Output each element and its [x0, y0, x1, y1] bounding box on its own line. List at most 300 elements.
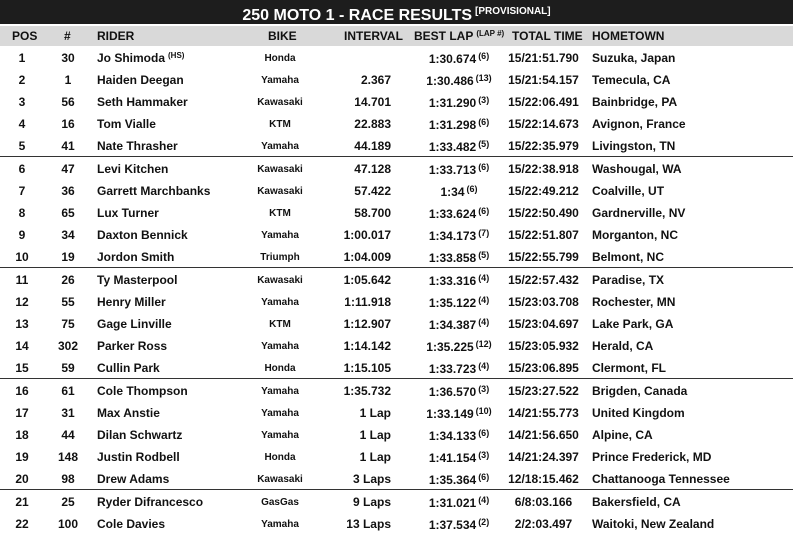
table-row	[0, 490, 793, 512]
best-lap-cell	[412, 95, 506, 110]
rider-name-cell	[97, 139, 178, 153]
hometown-cell	[592, 361, 666, 375]
best-lap-cell	[412, 361, 506, 376]
bike-brand-cell-text: KTM	[269, 208, 291, 219]
best-lap-cell-text: 1:34.133	[428, 429, 477, 443]
bike-number-cell-text: 65	[61, 206, 75, 220]
rider-name-cell-text: Max Anstie	[97, 406, 160, 420]
bike-number-cell-text: 55	[61, 295, 75, 309]
header-pos: POS	[12, 29, 38, 43]
interval-cell-text: 22.883	[354, 117, 391, 131]
interval-cell-text: 9 Laps	[352, 495, 391, 509]
bike-brand-cell-text: GasGas	[261, 497, 299, 508]
bike-number-cell	[45, 406, 91, 420]
total-time-cell-text: 15/22:14.673	[508, 117, 579, 131]
bike-brand-cell	[240, 186, 320, 197]
position-cell	[0, 428, 44, 442]
total-time-cell	[508, 162, 579, 176]
interval-cell-text: 1:14.142	[343, 339, 391, 353]
bike-brand-cell	[240, 519, 320, 530]
best-lap-number: (10)	[475, 406, 492, 416]
best-lap-number: (4)	[478, 495, 490, 505]
hometown-cell-text: Bakersfield, CA	[592, 495, 681, 509]
bike-number-cell	[45, 51, 91, 65]
hometown-cell	[592, 450, 711, 464]
header-lap-number: (LAP #)	[476, 29, 505, 38]
interval-cell	[336, 361, 391, 375]
bike-number-cell-text: 16	[61, 117, 75, 131]
table-row	[0, 201, 793, 223]
bike-number-cell-text: 36	[61, 184, 75, 198]
position-cell-text: 6	[18, 162, 26, 176]
position-cell	[0, 206, 44, 220]
best-lap-cell	[412, 228, 506, 243]
interval-cell-text: 1 Lap	[359, 428, 391, 442]
interval-cell-text: 1 Lap	[359, 450, 391, 464]
header-bike: BIKE	[268, 29, 297, 43]
interval-cell-text: 14.701	[354, 95, 391, 109]
best-lap-cell	[412, 406, 506, 421]
rider-note: (HS)	[168, 51, 185, 60]
table-row	[0, 401, 793, 423]
total-time-cell-text: 15/22:51.807	[508, 228, 579, 242]
best-lap-cell	[412, 339, 506, 354]
bike-number-cell	[45, 339, 91, 353]
bike-number-cell-text: 34	[61, 228, 75, 242]
interval-cell-text: 58.700	[354, 206, 391, 220]
hometown-cell	[592, 273, 664, 287]
position-cell-text: 11	[15, 273, 29, 287]
interval-cell-text: 3 Laps	[352, 472, 391, 486]
total-time-cell	[508, 139, 579, 153]
interval-cell	[336, 139, 391, 153]
total-time-cell	[508, 384, 579, 398]
rider-name-cell	[97, 317, 172, 331]
rider-name-cell	[97, 384, 188, 398]
bike-brand-cell-text: Yamaha	[261, 297, 299, 308]
interval-cell-text: 1:12.907	[343, 317, 391, 331]
best-lap-cell-text: 1:33.723	[428, 362, 477, 376]
position-cell-text: 4	[18, 117, 26, 131]
best-lap-cell	[412, 162, 506, 177]
interval-cell-text: 47.128	[354, 162, 391, 176]
best-lap-cell	[412, 206, 506, 221]
bike-number-cell	[45, 162, 91, 176]
hometown-cell-text: Alpine, CA	[592, 428, 653, 442]
interval-cell	[336, 450, 391, 464]
bike-number-cell-text: 25	[61, 495, 75, 509]
bike-number-cell-text: 56	[61, 95, 75, 109]
total-time-cell	[508, 206, 579, 220]
bike-number-cell-text: 100	[57, 517, 79, 531]
position-cell	[0, 51, 44, 65]
bike-number-cell	[45, 228, 91, 242]
total-time-cell-text: 15/22:55.799	[508, 250, 579, 264]
bike-number-cell-text: 98	[61, 472, 75, 486]
hometown-cell	[592, 384, 687, 398]
bike-brand-cell-text: Honda	[264, 53, 296, 64]
best-lap-cell	[412, 295, 506, 310]
results-title-bar	[0, 0, 793, 24]
interval-cell	[336, 472, 391, 486]
position-cell	[0, 472, 44, 486]
best-lap-number: (4)	[478, 273, 490, 283]
bike-brand-cell-text: KTM	[269, 319, 291, 330]
rider-name-cell	[97, 295, 166, 309]
total-time-cell-text: 6/8:03.166	[514, 495, 573, 509]
best-lap-number: (5)	[478, 250, 490, 260]
position-cell-text: 16	[15, 384, 29, 398]
bike-number-cell-text: 30	[61, 51, 75, 65]
table-row	[0, 90, 793, 112]
header-hometown: HOMETOWN	[592, 29, 665, 43]
bike-number-cell-text: 47	[61, 162, 75, 176]
hometown-cell-text: Belmont, NC	[592, 250, 664, 264]
best-lap-cell-text: 1:33.624	[428, 207, 477, 221]
bike-brand-cell-text: Triumph	[260, 252, 300, 263]
rider-name-cell	[97, 361, 160, 375]
position-cell-text: 22	[15, 517, 29, 531]
position-cell	[0, 228, 44, 242]
hometown-cell	[592, 162, 682, 176]
interval-cell	[336, 117, 391, 131]
best-lap-cell	[412, 317, 506, 332]
position-cell	[0, 317, 44, 331]
bike-brand-cell-text: Kawasaki	[257, 164, 303, 175]
hometown-cell	[592, 428, 653, 442]
table-row	[0, 68, 793, 90]
rider-name-cell-text: Jordon Smith	[97, 250, 175, 264]
bike-brand-cell	[240, 452, 320, 463]
bike-number-cell-text: 59	[61, 361, 75, 375]
best-lap-cell-text: 1:34	[440, 185, 465, 199]
bike-number-cell	[45, 139, 91, 153]
rider-name-cell-text: Cole Thompson	[97, 384, 188, 398]
bike-number-cell	[45, 206, 91, 220]
bike-brand-cell	[240, 363, 320, 374]
table-row	[0, 467, 793, 490]
rider-name-cell-text: Henry Miller	[97, 295, 166, 309]
position-cell-text: 1	[18, 51, 26, 65]
total-time-cell-text: 12/18:15.462	[508, 472, 579, 486]
rider-name-cell	[97, 472, 169, 486]
interval-cell	[336, 95, 391, 109]
best-lap-cell-text: 1:33.316	[428, 274, 477, 288]
best-lap-cell	[412, 450, 506, 465]
bike-brand-cell-text: Yamaha	[261, 386, 299, 397]
hometown-cell	[592, 184, 664, 198]
best-lap-number: (2)	[478, 517, 490, 527]
hometown-cell-text: Washougal, WA	[592, 162, 682, 176]
page-title: 250 MOTO 1 - RACE RESULTS	[242, 7, 473, 24]
hometown-cell-text: Livingston, TN	[592, 139, 676, 153]
position-cell	[0, 117, 44, 131]
total-time-cell-text: 14/21:55.773	[508, 406, 579, 420]
total-time-cell-text: 15/23:05.932	[508, 339, 579, 353]
header-total-time: TOTAL TIME	[512, 29, 583, 43]
best-lap-number: (6)	[466, 184, 478, 194]
rider-name-cell-text: Cullin Park	[97, 361, 160, 375]
bike-brand-cell-text: Honda	[264, 452, 296, 463]
best-lap-cell	[412, 51, 506, 66]
position-cell	[0, 273, 44, 287]
best-lap-number: (4)	[478, 361, 490, 371]
bike-number-cell-text: 31	[61, 406, 75, 420]
best-lap-cell	[412, 428, 506, 443]
rider-name-cell-text: Parker Ross	[97, 339, 168, 353]
best-lap-cell	[412, 273, 506, 288]
total-time-cell	[508, 406, 579, 420]
best-lap-cell-text: 1:31.021	[428, 496, 477, 510]
bike-brand-cell-text: Yamaha	[261, 408, 299, 419]
bike-brand-cell-text: Kawasaki	[257, 474, 303, 485]
best-lap-cell	[412, 139, 506, 154]
rider-name-cell-text: Levi Kitchen	[97, 162, 169, 176]
position-cell-text: 3	[18, 95, 26, 109]
best-lap-cell-text: 1:31.290	[428, 96, 477, 110]
total-time-cell	[508, 495, 579, 509]
bike-brand-cell-text: Kawasaki	[257, 186, 303, 197]
bike-brand-cell-text: Honda	[264, 363, 296, 374]
rider-name-cell	[97, 250, 174, 264]
hometown-cell	[592, 495, 681, 509]
bike-brand-cell-text: Kawasaki	[257, 97, 303, 108]
bike-brand-cell-text: Kawasaki	[257, 275, 303, 286]
interval-cell-text: 1:00.017	[343, 228, 391, 242]
best-lap-cell-text: 1:35.225	[426, 340, 474, 354]
position-cell-text: 18	[15, 428, 29, 442]
rider-name-cell	[97, 273, 177, 287]
table-row	[0, 334, 793, 356]
position-cell	[0, 384, 44, 398]
bike-brand-cell	[240, 275, 320, 286]
rider-name-cell	[97, 117, 156, 131]
bike-brand-cell	[240, 319, 320, 330]
best-lap-cell	[412, 73, 506, 88]
bike-number-cell	[45, 450, 91, 464]
total-time-cell-text: 2/2:03.497	[514, 517, 573, 531]
total-time-cell-text: 15/21:54.157	[508, 73, 579, 87]
interval-cell-text: 57.422	[354, 184, 391, 198]
position-cell	[0, 139, 44, 153]
bike-number-cell	[45, 472, 91, 486]
total-time-cell	[508, 250, 579, 264]
total-time-cell	[508, 361, 579, 375]
bike-number-cell-text: 148	[57, 450, 79, 464]
position-cell-text: 19	[15, 450, 29, 464]
best-lap-number: (3)	[478, 450, 490, 460]
bike-brand-cell-text: Yamaha	[261, 141, 299, 152]
rider-name-cell-text: Cole Davies	[97, 517, 166, 531]
hometown-cell-text: Herald, CA	[592, 339, 654, 353]
best-lap-number: (4)	[478, 317, 490, 327]
interval-cell	[336, 162, 391, 176]
position-cell	[0, 250, 44, 264]
best-lap-cell-text: 1:41.154	[428, 451, 477, 465]
rider-name-cell-text: Seth Hammaker	[97, 95, 188, 109]
hometown-cell	[592, 295, 675, 309]
interval-cell-text: 1:11.918	[344, 295, 391, 309]
best-lap-cell-text: 1:30.486	[426, 74, 474, 88]
hometown-cell-text: Avignon, France	[592, 117, 686, 131]
bike-number-cell-text: 44	[61, 428, 75, 442]
bike-number-cell-text: 19	[61, 250, 75, 264]
hometown-cell	[592, 228, 678, 242]
bike-brand-cell	[240, 141, 320, 152]
total-time-cell-text: 15/22:38.918	[508, 162, 579, 176]
total-time-cell-text: 15/23:03.708	[508, 295, 579, 309]
bike-number-cell	[45, 273, 91, 287]
bike-number-cell	[45, 250, 91, 264]
total-time-cell	[508, 273, 579, 287]
bike-number-cell-text: 1	[64, 73, 72, 87]
hometown-cell-text: Rochester, MN	[592, 295, 676, 309]
table-row	[0, 223, 793, 245]
provisional-tag: [PROVISIONAL]	[475, 6, 551, 17]
table-row	[0, 134, 793, 157]
best-lap-cell-text: 1:30.674	[428, 52, 477, 66]
best-lap-cell-text: 1:37.534	[428, 518, 477, 532]
best-lap-number: (13)	[475, 73, 492, 83]
bike-brand-cell-text: KTM	[269, 119, 291, 130]
hometown-cell	[592, 51, 675, 65]
hometown-cell	[592, 339, 653, 353]
position-cell	[0, 361, 44, 375]
bike-number-cell	[45, 95, 91, 109]
position-cell-text: 14	[15, 339, 29, 353]
rider-name-cell	[97, 184, 210, 198]
position-cell	[0, 73, 44, 87]
rider-name-cell-text: Ty Masterpool	[97, 273, 178, 287]
bike-brand-cell	[240, 341, 320, 352]
rider-name-cell	[97, 428, 182, 442]
bike-number-cell	[45, 361, 91, 375]
hometown-cell-text: Temecula, CA	[592, 73, 671, 87]
total-time-cell	[508, 517, 579, 531]
table-row	[0, 112, 793, 134]
position-cell-text: 20	[15, 472, 29, 486]
best-lap-cell-text: 1:36.570	[428, 385, 477, 399]
rider-name-cell-text: Ryder Difrancesco	[97, 495, 204, 509]
bike-brand-cell-text: Yamaha	[261, 75, 299, 86]
bike-number-cell	[45, 495, 91, 509]
best-lap-number: (4)	[478, 295, 490, 305]
best-lap-cell-text: 1:33.149	[426, 407, 474, 421]
rider-name-cell-text: Haiden Deegan	[97, 73, 184, 87]
bike-brand-cell-text: Yamaha	[261, 341, 299, 352]
interval-cell	[336, 495, 391, 509]
bike-brand-cell	[240, 97, 320, 108]
total-time-cell-text: 14/21:24.397	[508, 450, 579, 464]
header-interval: INTERVAL	[344, 29, 403, 43]
best-lap-cell-text: 1:33.482	[428, 140, 477, 154]
bike-number-cell-text: 41	[61, 139, 75, 153]
interval-cell-text: 1:35.732	[343, 384, 391, 398]
rider-name-cell	[97, 339, 167, 353]
rider-name-cell-text: Jo Shimoda	[97, 51, 166, 65]
rider-name-cell-text: Drew Adams	[97, 472, 170, 486]
hometown-cell-text: Prince Frederick, MD	[592, 450, 712, 464]
interval-cell-text: 1:04.009	[343, 250, 391, 264]
rider-name-cell	[97, 73, 184, 87]
rider-name-cell-text: Nate Thrasher	[97, 139, 178, 153]
interval-cell	[336, 517, 391, 531]
table-row	[0, 312, 793, 334]
hometown-cell	[592, 250, 664, 264]
position-cell-text: 17	[15, 406, 29, 420]
best-lap-cell	[412, 517, 506, 532]
total-time-cell	[508, 95, 579, 109]
total-time-cell	[508, 450, 579, 464]
interval-cell	[336, 184, 391, 198]
hometown-cell	[592, 117, 686, 131]
total-time-cell-text: 15/22:49.212	[508, 184, 579, 198]
total-time-cell-text: 14/21:56.650	[508, 428, 579, 442]
best-lap-cell-text: 1:35.364	[428, 473, 477, 487]
total-time-cell-text: 15/22:57.432	[508, 273, 579, 287]
position-cell	[0, 184, 44, 198]
best-lap-cell	[412, 184, 506, 199]
total-time-cell	[508, 117, 579, 131]
interval-cell	[336, 339, 391, 353]
best-lap-cell	[412, 117, 506, 132]
interval-cell-text: 13 Laps	[346, 517, 391, 531]
best-lap-cell-text: 1:33.713	[428, 163, 477, 177]
hometown-cell-text: Coalville, UT	[592, 184, 665, 198]
bike-brand-cell	[240, 430, 320, 441]
total-time-cell	[508, 73, 579, 87]
interval-cell-text: 1:05.642	[343, 273, 391, 287]
total-time-cell-text: 15/23:06.895	[508, 361, 579, 375]
total-time-cell	[508, 295, 579, 309]
total-time-cell-text: 15/22:06.491	[508, 95, 579, 109]
interval-cell-text: 2.367	[360, 73, 391, 87]
best-lap-number: (6)	[478, 428, 490, 438]
best-lap-cell-text: 1:34.173	[428, 229, 477, 243]
best-lap-number: (6)	[478, 51, 490, 61]
position-cell-text: 2	[18, 73, 26, 87]
bike-brand-cell	[240, 53, 320, 64]
hometown-cell	[592, 517, 714, 531]
table-row	[0, 379, 793, 401]
interval-cell	[336, 250, 391, 264]
results-table-body	[0, 46, 793, 534]
interval-cell	[336, 228, 391, 242]
rider-name-cell	[97, 228, 188, 242]
interval-cell-text: 1 Lap	[359, 406, 391, 420]
bike-brand-cell	[240, 497, 320, 508]
position-cell-text: 7	[18, 184, 26, 198]
position-cell	[0, 295, 44, 309]
bike-number-cell	[45, 73, 91, 87]
total-time-cell	[508, 228, 579, 242]
total-time-cell-text: 15/23:27.522	[508, 384, 579, 398]
interval-cell	[336, 406, 391, 420]
rider-name-cell-text: Dilan Schwartz	[97, 428, 183, 442]
bike-number-cell	[45, 184, 91, 198]
header-best-lap-label: BEST LAP	[414, 29, 474, 43]
best-lap-number: (6)	[478, 206, 490, 216]
bike-number-cell-text: 26	[61, 273, 75, 287]
best-lap-cell	[412, 495, 506, 510]
table-row	[0, 268, 793, 290]
bike-brand-cell	[240, 75, 320, 86]
rider-name-cell	[97, 95, 188, 109]
position-cell	[0, 162, 44, 176]
table-row	[0, 445, 793, 467]
total-time-cell	[508, 428, 579, 442]
hometown-cell-text: Chattanooga Tennessee	[592, 472, 730, 486]
